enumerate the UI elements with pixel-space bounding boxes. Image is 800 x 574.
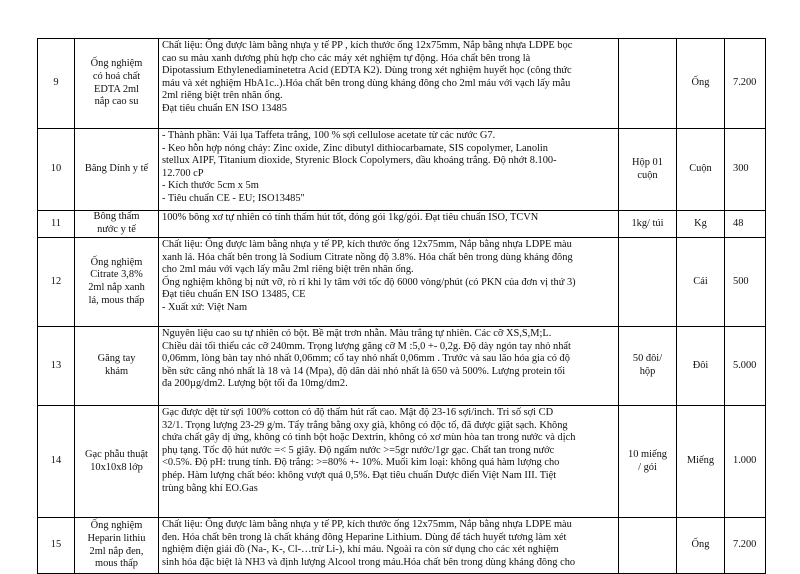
packaging-cell bbox=[619, 129, 677, 211]
item-name-cell bbox=[75, 406, 159, 518]
desc-line: Chất liệu: Ống được làm bằng nhựa y tế PP, kích thước ống 12x75mm, Nắp bằng nhựa LDPE màu bbox=[162, 239, 572, 250]
item-name-cell bbox=[75, 518, 159, 574]
name-line: Ống nghiệm bbox=[90, 256, 143, 268]
pack-line: / gói bbox=[638, 461, 657, 473]
stt-cell: 9 bbox=[38, 39, 75, 129]
unit-cell: Ống bbox=[677, 518, 725, 574]
name-line: 10x10x8 lớp bbox=[90, 461, 143, 473]
table-row bbox=[38, 211, 766, 238]
name-line: nước y tế bbox=[97, 224, 136, 235]
table-row bbox=[38, 406, 766, 518]
table-body bbox=[38, 39, 766, 574]
quantity-cell: 5.000 bbox=[725, 327, 766, 406]
desc-line: Chất liệu: Ống được làm bằng nhựa y tế PP, kích thước ống 12x75mm, Nắp bằng nhựa LDPE màu bbox=[162, 519, 572, 530]
name-line: 2ml nắp đen, bbox=[89, 545, 144, 557]
desc-line: Đạt tiêu chuẩn EN ISO 13485 bbox=[162, 102, 287, 114]
name-line: EDTA 2ml bbox=[93, 83, 140, 95]
table-row bbox=[38, 238, 766, 327]
desc-line: cho 2ml máu với vạch lấy mẫu 2ml riêng biệt trên nhãn ống. bbox=[162, 264, 414, 276]
desc-line: - Thành phần: Vải lụa Taffeta trắng, 100 % sợi cellulose acetate từ các nước G7. bbox=[162, 130, 496, 141]
supply-table bbox=[37, 38, 766, 574]
specification-cell bbox=[159, 327, 619, 406]
desc-line: 100% bông xơ tự nhiên có tính thấm hút tốt, đóng gói 1kg/gói. Đạt tiêu chuẩn ISO, TCVN bbox=[162, 212, 539, 223]
desc-line: stellux AIPF, Titanium dioxide, Styrenic Block Copolymers, dầu khoáng trắng. Độ nhớt 8.100- bbox=[162, 155, 557, 167]
stt-cell: 12 bbox=[38, 238, 75, 327]
packaging-cell bbox=[619, 327, 677, 406]
packaging-cell bbox=[619, 518, 677, 574]
table-row bbox=[38, 327, 766, 406]
desc-line: Chất liệu: Ống được làm bằng nhựa y tế PP , kích thước ống 12x75mm, Nắp bằng nhựa LDPE bọc bbox=[162, 40, 573, 51]
desc-line: - Kích thước 5cm x 5m bbox=[162, 180, 259, 192]
desc-line: phép. Hàm lượng chất béo: không vượt quá 0,5%. Đạt tiêu chuẩn Dược điển Việt Nam III. Tiệt bbox=[162, 469, 557, 481]
name-line: Gạc phẫu thuật bbox=[85, 448, 148, 460]
name-line: nắp cao su bbox=[94, 96, 139, 108]
desc-line: đa 200µg/dm2. Lượng bột tối đa 10mg/dm2. bbox=[162, 378, 348, 390]
packaging-cell bbox=[619, 39, 677, 129]
name-line: khám bbox=[104, 366, 129, 377]
stt-cell: 13 bbox=[38, 327, 75, 406]
item-name-cell bbox=[75, 129, 159, 211]
item-name-cell bbox=[75, 211, 159, 238]
pack-line: hộp bbox=[639, 366, 656, 377]
specification-cell bbox=[159, 406, 619, 518]
unit-cell: Kg bbox=[677, 211, 725, 238]
name-line: Ống nghiệm bbox=[90, 58, 143, 70]
pack-line: 50 đôi/ bbox=[632, 353, 663, 365]
name-line: mous thấp bbox=[94, 558, 138, 570]
desc-line: <0.5%. Độ pH: trung tính. Độ trắng: >=80% +- 10%. Muối kim loại: không quá hàm lượng cho bbox=[162, 457, 560, 469]
name-line: Ống nghiệm bbox=[90, 520, 143, 532]
unit-cell: Ống bbox=[677, 39, 725, 129]
desc-line: chứa chất gây dị ứng, không có tinh bột hoặc Dextrin, không có xơ mùn hòa tan trong nước và dịch bbox=[162, 432, 576, 444]
desc-line: 2ml riêng biệt trên nhãn ống. bbox=[162, 90, 283, 102]
desc-line: Gạc được dệt từ sợi 100% cotton có độ thấm hút rất cao. Mật độ 23-16 sợi/inch. Tri số sợi CD bbox=[162, 407, 554, 418]
specification-cell bbox=[159, 238, 619, 327]
stt-cell: 10 bbox=[38, 129, 75, 211]
pack-line: cuộn bbox=[637, 169, 658, 181]
desc-line: trùng bằng khí EO.Gas bbox=[162, 482, 258, 494]
desc-line: nghiệm điện giải đồ (Na-, K-, Cl-…trừ Li-), khí máu. Ngoài ra còn sử dụng cho các xét nghiệm bbox=[162, 544, 559, 556]
desc-line: xanh lá. Hóa chất bên trong là Sodium Citrate nồng độ 3.8%. Hóa chất bên trong dùng kháng đông bbox=[162, 251, 573, 263]
table-row bbox=[38, 39, 766, 129]
name-line: lá, mous thấp bbox=[88, 294, 145, 306]
packaging-cell bbox=[619, 238, 677, 327]
unit-cell: Cái bbox=[677, 238, 725, 327]
pack-line: Hộp 01 bbox=[632, 156, 663, 168]
desc-line: Dipotassium Ethylenediaminetetra Acid (EDTA K2). Dùng trong xét nghiệm huyết học (công thức bbox=[162, 65, 572, 77]
name-line: Citrate 3,8% bbox=[90, 269, 143, 281]
name-line: 2ml nắp xanh bbox=[88, 282, 145, 293]
unit-cell: Cuộn bbox=[677, 129, 725, 211]
packaging-cell bbox=[619, 211, 677, 238]
name-line: Găng tay bbox=[97, 353, 136, 365]
quantity-cell: 7.200 bbox=[725, 39, 766, 129]
desc-line: Nguyên liệu cao su tự nhiên có bột. Bề mặt trơn nhẵn. Màu trắng tự nhiên. Các cỡ XS,S,M;L. bbox=[162, 328, 552, 339]
stt-cell: 14 bbox=[38, 406, 75, 518]
desc-line: Đạt tiêu chuẩn EN ISO 13485, CE bbox=[162, 289, 306, 301]
desc-line: đen. Hóa chất bên trong là chất kháng đông Heparine Lithium. Dùng để tách huyết tương làm xét bbox=[162, 531, 567, 543]
item-name-cell bbox=[75, 238, 159, 327]
item-name-cell bbox=[75, 327, 159, 406]
quantity-cell: 7.200 bbox=[725, 518, 766, 574]
desc-line: - Xuất xứ: Việt Nam bbox=[162, 301, 248, 313]
specification-cell bbox=[159, 518, 619, 574]
item-name-cell bbox=[75, 39, 159, 129]
desc-line: Chiều dài tối thiểu các cỡ 240mm. Trọng lượng găng cỡ M :5,0 +- 0,2g. Độ dày ngón tay nhỏ nhất bbox=[162, 340, 571, 352]
desc-line: bền sức căng nhỏ nhất là 18 và 14 (Mpa), độ dãn dài nhỏ nhất là 650 và 500%. Lượng protein tối bbox=[162, 365, 566, 377]
name-line: có hoá chất bbox=[92, 70, 141, 82]
desc-line: - Keo hỗn hợp nóng chảy: Zinc oxide, Zinc dibutyl dithiocarbamate, SIS copolymer, Lanolin bbox=[162, 142, 548, 154]
desc-line: 12.700 cP bbox=[162, 167, 204, 179]
pack-line: 10 miếng bbox=[628, 448, 667, 460]
specification-cell bbox=[159, 211, 619, 238]
name-line: Bông thấm bbox=[93, 211, 140, 223]
specification-cell bbox=[159, 39, 619, 129]
specification-cell bbox=[159, 129, 619, 211]
desc-line: 32/1. Trọng lượng 23-29 g/m. Tẩy trắng bằng oxy già, không có độc tố, đã được giặt sạch. Không bbox=[162, 419, 568, 431]
packaging-cell bbox=[619, 406, 677, 518]
table-row bbox=[38, 518, 766, 574]
quantity-cell: 48 bbox=[725, 211, 766, 238]
name-line: Băng Dính y tế bbox=[84, 163, 149, 175]
desc-line: 0,06mm, lòng bàn tay nhỏ nhất 0,06mm; cổ tay nhỏ nhất 0,06mm . Trước và sau lão hóa gia có độ bbox=[162, 353, 570, 365]
name-line: Heparin lithiu bbox=[87, 532, 146, 544]
desc-line: phụ tạng. Tốc độ hút nước =< 5 giây. Độ ngấm nước >=5gr nước/1gr gạc. Chất tan trong nước bbox=[162, 444, 555, 456]
unit-cell: Miếng bbox=[677, 406, 725, 518]
quantity-cell: 500 bbox=[725, 238, 766, 327]
pack-line: 1kg/ túi bbox=[631, 217, 664, 229]
desc-line: máu và xét nghiệm HbA1c..).Hóa chất bên trong dùng kháng đông cho 2ml máu với vạch lấy mẫu bbox=[162, 77, 571, 89]
quantity-cell: 300 bbox=[725, 129, 766, 211]
unit-cell: Đôi bbox=[677, 327, 725, 406]
stt-cell: 11 bbox=[38, 211, 75, 238]
desc-line: Ống nghiệm không bị nứt vỡ, rò rỉ khi ly tâm với tốc độ 6000 vòng/phút (có PKN của đơn vị thứ 3) bbox=[162, 276, 576, 288]
stt-cell: 15 bbox=[38, 518, 75, 574]
table-row bbox=[38, 129, 766, 211]
desc-line: - Tiêu chuẩn CE - EU; ISO13485" bbox=[162, 192, 305, 204]
desc-line: cao su màu xanh dương phù hợp cho các máy xét nghiệm tự động. Hóa chất bên trong là bbox=[162, 52, 531, 64]
desc-line: sinh hóa đặc biệt là NH3 và định lượng Alcool trong máu.Hóa chất bên trong dùng kháng đông cho bbox=[162, 556, 576, 568]
quantity-cell: 1.000 bbox=[725, 406, 766, 518]
